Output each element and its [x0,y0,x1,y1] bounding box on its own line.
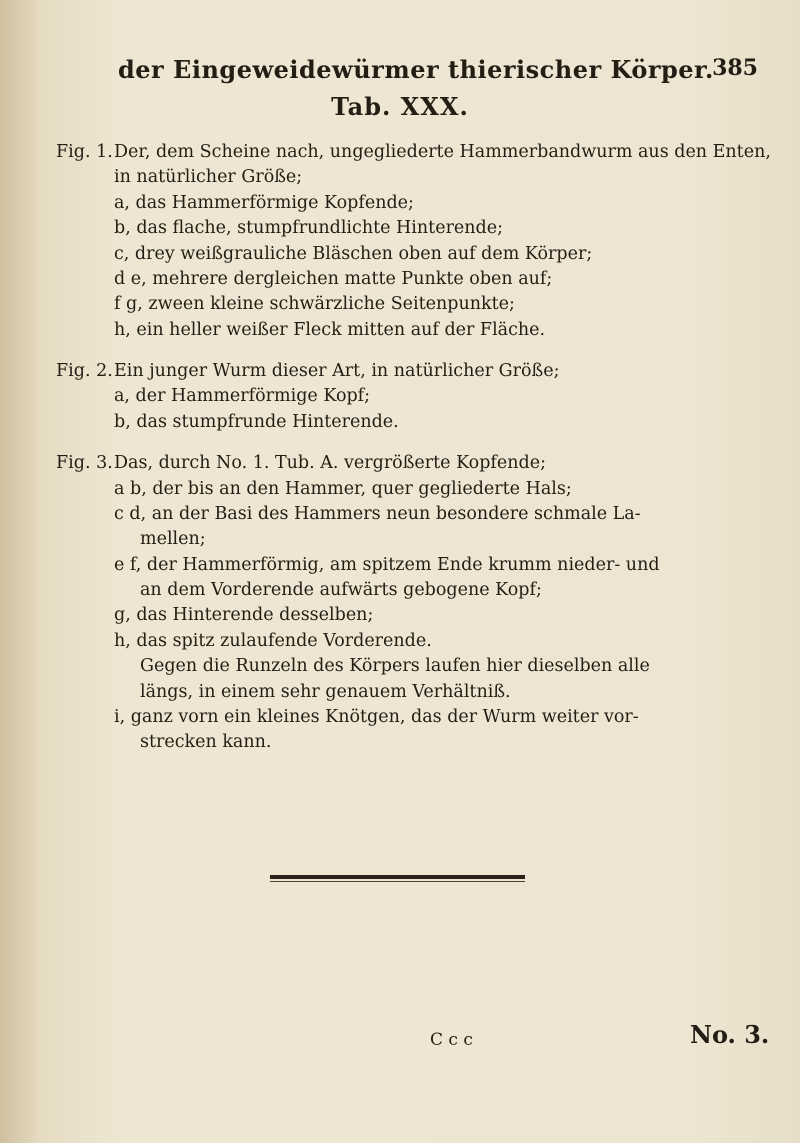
figure-1-description [56,140,771,343]
plate-title: Tab. XXX. [331,92,469,121]
figure-3-description [56,451,771,756]
paragraph-line: Gegen die Runzeln des Körpers laufen hier dieselben alle [140,656,650,677]
figure-2-description [56,359,771,435]
figure-intro: Das, durch No. 1. Tub. A. vergrößerte Kopfende; [114,453,546,474]
list-item-continuation: an dem Vorderende aufwärts gebogene Kopf; [140,580,542,600]
list-item: h, ein heller weißer Fleck mitten auf der Fläche. [114,319,546,340]
signature-mark: C c c [430,1030,473,1050]
figure-intro: Der, dem Scheine nach, ungegliederte Hammerbandwurm aus den Enten, in natürlicher Größe; [114,142,771,188]
list-item: c d, an der Basi des Hammers neun besondere schmale La- [114,503,641,524]
figure-label: Fig. 2. [56,361,113,381]
figure-label: Fig. 3. [56,453,113,474]
page-gutter [0,0,38,1143]
list-item: a, das Hammerförmige Kopfende; [114,192,414,213]
paragraph-line: längs, in einem sehr genauem Verhältniß. [140,681,511,702]
page-number: 385 [712,55,758,81]
list-item: a b, der bis an den Hammer, quer gegliederte Hals; [114,478,572,499]
list-item-continuation: strecken kann. [140,732,272,753]
list-item: h, das spitz zulaufende Vorderende. [114,630,432,651]
list-item: a, der Hammerförmige Kopf; [114,386,371,407]
plate-description [56,140,771,772]
section-divider [270,875,525,879]
list-item: f g, zween kleine schwärzliche Seitenpunkte; [114,294,515,315]
list-item: e f, der Hammerförmig, am spitzem Ende krumm nieder- und [114,554,660,575]
catchword: No. 3. [690,1020,770,1049]
list-item-continuation: mellen; [140,529,206,550]
list-item: i, ganz vorn ein kleines Knötgen, das der Wurm weiter vor- [114,706,639,727]
section-divider-thin [270,881,525,882]
list-item: b, das flache, stumpfrundlichte Hinterende; [114,218,504,239]
running-title: der Eingeweidewürmer thierischer Körper. [118,55,714,84]
figure-label: Fig. 1. [56,142,113,162]
figure-intro: Ein junger Wurm dieser Art, in natürlicher Größe; [114,361,560,381]
list-item: b, das stumpfrunde Hinterende. [114,411,399,432]
list-item: c, drey weißgrauliche Bläschen oben auf dem Körper; [114,243,593,264]
list-item: d e, mehrere dergleichen matte Punkte oben auf; [114,268,553,289]
list-item: g, das Hinterende desselben; [114,605,374,626]
page-header [118,55,758,95]
